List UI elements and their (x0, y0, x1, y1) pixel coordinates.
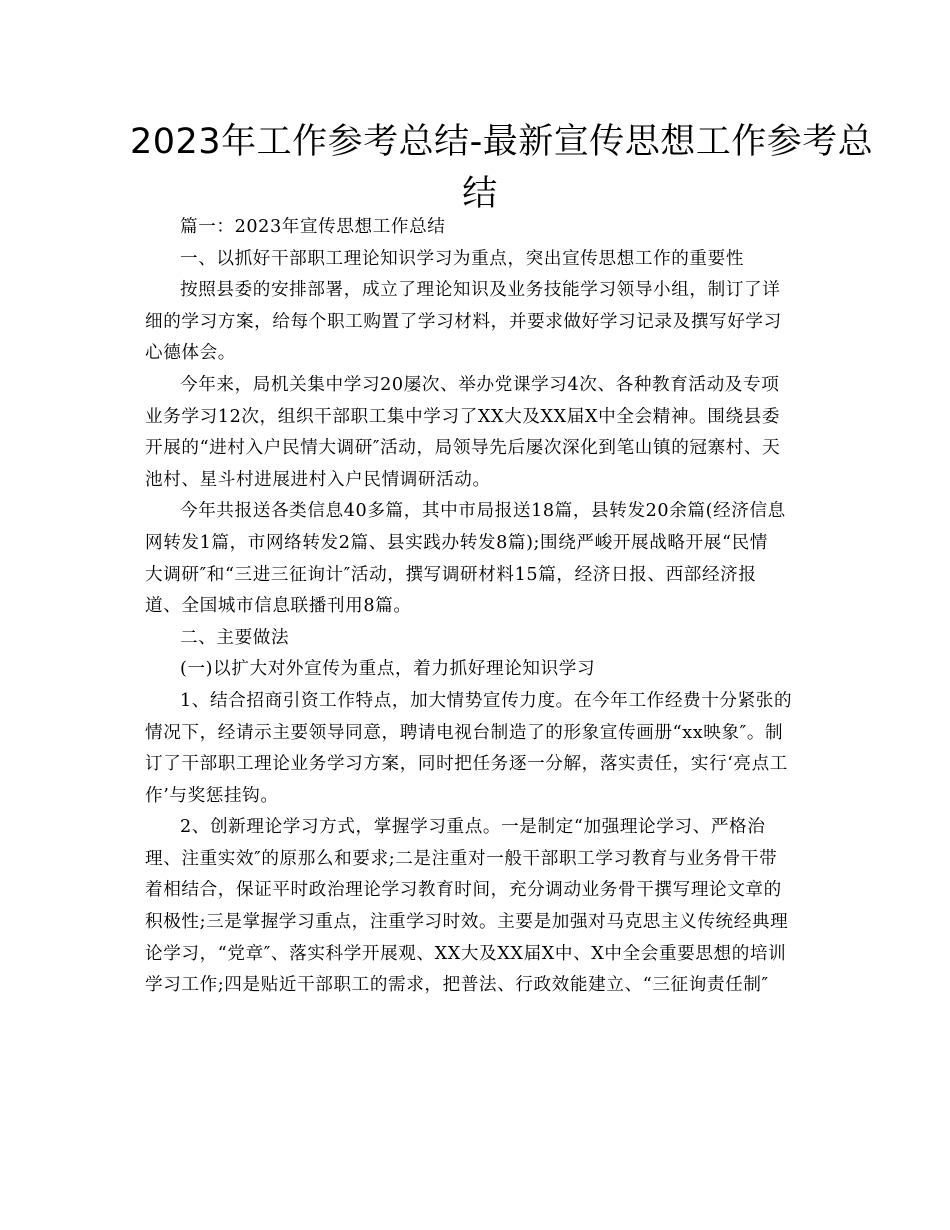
text-line: 情况下，经请示主要领导同意，聘请电视台制造了的形象宣传画册“xx映象″。制 (145, 722, 784, 743)
text-line: 今年共报送各类信息40多篇，其中市局报送18篇，县转发20余篇(经济信息 (180, 501, 786, 522)
paragraph-section-label (145, 212, 805, 244)
paragraph-study-sessions (145, 370, 805, 496)
text-line: 道、全国城市信息联播刊用8篇。 (145, 596, 412, 617)
paragraph-information-reports (145, 496, 805, 622)
text-line: 大调研″和“三进三征询计″活动，撰写调研材料15篇，经济日报、西部经济报 (145, 564, 757, 585)
text-line: 业务学习12次，组织干部职工集中学习了XX大及XX届X中全会精神。围绕县委 (145, 406, 781, 427)
paragraph-study-group (145, 275, 805, 370)
text-line: 论学习，“党章″、落实科学开展观、XX大及XX届X中、X中全会重要思想的培训 (145, 943, 787, 964)
title-line-1: 2023年工作参考总结-最新宣传思想工作参考总 (130, 122, 874, 162)
text-line: 理、注重实效″的原那么和要求;二是注重对一般干部职工学习教育与业务骨干带 (145, 848, 778, 869)
document-title (130, 116, 874, 220)
document-body (145, 212, 805, 1002)
text-line: 心德体会。 (145, 343, 236, 364)
text-line: 1、结合招商引资工作特点，加大情势宣传力度。在今年工作经费十分紧张的 (180, 690, 793, 711)
text-line: 篇一：2023年宣传思想工作总结 (180, 217, 446, 237)
text-line: 学习工作;四是贴近干部职工的需求，把普法、行政效能建立、“三征询责任制″ (145, 975, 769, 996)
text-line: 着相结合，保证平时政治理论学习教育时间，充分调动业务骨干撰写理论文章的 (145, 880, 782, 901)
title-line-2: 结 (462, 174, 498, 214)
paragraph-item-2 (145, 812, 805, 1002)
text-line: 积极性;三是掌握学习重点，注重学习时效。主要是加强对马克思主义传统经典理 (145, 912, 789, 933)
heading-part-one (145, 244, 805, 276)
text-line: 2、创新理论学习方式，掌握学习重点。一是制定“加强理论学习、严格治 (180, 817, 766, 838)
text-line: 作’与奖惩挂钩。 (145, 785, 279, 806)
text-line: 细的学习方案，给每个职工购置了学习材料，并要求做好学习记录及撰写好学习 (145, 311, 782, 332)
text-line: 二、主要做法 (180, 627, 290, 648)
text-line: (一)以扩大对外宣传为重点，着力抓好理论知识学习 (180, 659, 596, 680)
text-line: 一、以抓好干部职工理论知识学习为重点，突出宣传思想工作的重要性 (180, 248, 745, 269)
text-line: 订了干部职工理论业务学习方案，同时把任务逐一分解，落实责任，实行‘亮点工 (145, 754, 788, 775)
text-line: 池村、星斗村进展进村入户民情调研活动。 (145, 469, 491, 490)
text-line: 今年来，局机关集中学习20屡次、举办党课学习4次、各种教育活动及专项 (180, 374, 780, 395)
subheading-external-publicity (145, 654, 805, 686)
heading-part-two (145, 623, 805, 655)
paragraph-item-1 (145, 686, 805, 812)
text-line: 网转发1篇，市网络转发2篇、县实践办转发8篇);围绕严峻开展战略开展“民情 (145, 532, 768, 553)
text-line: 开展的“进村入户民情大调研″活动，局领导先后屡次深化到笔山镇的冠寨村、天 (145, 438, 781, 459)
text-line: 按照县委的安排部署，成立了理论知识及业务技能学习领导小组，制订了详 (180, 280, 781, 301)
